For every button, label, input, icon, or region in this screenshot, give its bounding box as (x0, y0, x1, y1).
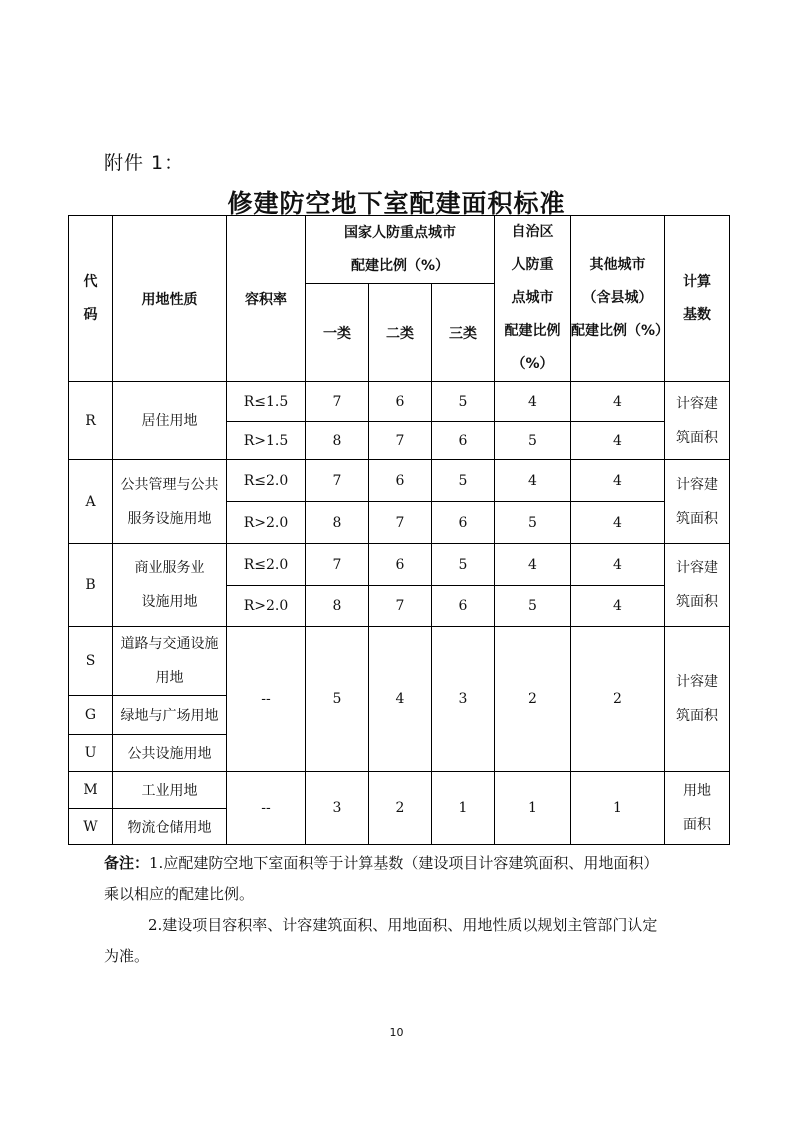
class2-cell: 6 (369, 382, 432, 422)
standards-table (68, 215, 730, 845)
notes-label: 备注： (104, 854, 150, 872)
note-1-cont: 乘以相应的配建比例。 (104, 885, 255, 903)
class3-cell: 6 (432, 502, 495, 544)
nature-cell: 物流仓储用地 (113, 809, 227, 845)
header-code: 代 码 (69, 216, 113, 382)
region-cell: 4 (495, 544, 571, 586)
base-cell: 用地 面积 (665, 772, 730, 845)
note-2: 2.建设项目容积率、计容建筑面积、用地面积、用地性质以规划主管部门认定 (148, 916, 658, 934)
region-cell: 2 (495, 627, 571, 772)
class3-cell: 6 (432, 422, 495, 460)
class1-cell: 3 (306, 772, 369, 845)
table-row (69, 627, 730, 696)
header-far: 容积率 (227, 216, 306, 382)
table-row (69, 460, 730, 502)
header-national-group: 国家人防重点城市 配建比例（%） (306, 216, 495, 284)
far-cell: R>2.0 (227, 502, 306, 544)
region-cell: 5 (495, 422, 571, 460)
class2-cell: 4 (369, 627, 432, 772)
class1-cell: 5 (306, 627, 369, 772)
code-cell: G (69, 696, 113, 735)
region-cell: 4 (495, 382, 571, 422)
region-cell: 1 (495, 772, 571, 845)
class2-cell: 6 (369, 460, 432, 502)
class3-cell: 5 (432, 382, 495, 422)
other-cell: 1 (571, 772, 665, 845)
other-cell: 4 (571, 586, 665, 627)
class3-cell: 5 (432, 460, 495, 502)
table-row (69, 772, 730, 809)
header-class2: 二类 (369, 284, 432, 382)
far-cell: R≤2.0 (227, 460, 306, 502)
nature-cell: 工业用地 (113, 772, 227, 809)
notes (104, 848, 724, 972)
attachment-label: 附件 1： (104, 152, 185, 174)
note-1: 1.应配建防空地下室面积等于计算基数（建设项目计容建筑面积、用地面积） (149, 854, 659, 872)
code-cell: B (69, 544, 113, 627)
header-region: 自治区 人防重 点城市 配建比例 （%） (495, 216, 571, 382)
class3-cell: 1 (432, 772, 495, 845)
base-cell: 计容建 筑面积 (665, 382, 730, 460)
far-cell: R>1.5 (227, 422, 306, 460)
nature-cell: 公共设施用地 (113, 735, 227, 772)
code-cell: S (69, 627, 113, 696)
other-cell: 4 (571, 544, 665, 586)
code-cell: M (69, 772, 113, 809)
note-2-cont: 为准。 (104, 947, 150, 965)
class3-cell: 5 (432, 544, 495, 586)
header-base: 计算 基数 (665, 216, 730, 382)
base-cell: 计容建 筑面积 (665, 460, 730, 544)
class1-cell: 7 (306, 544, 369, 586)
far-cell: R>2.0 (227, 586, 306, 627)
code-cell: A (69, 460, 113, 544)
page-number: 10 (389, 1026, 404, 1039)
region-cell: 5 (495, 586, 571, 627)
nature-cell: 商业服务业 设施用地 (113, 544, 227, 627)
class1-cell: 7 (306, 382, 369, 422)
class2-cell: 6 (369, 544, 432, 586)
header-land-nature: 用地性质 (113, 216, 227, 382)
nature-cell: 绿地与广场用地 (113, 696, 227, 735)
other-cell: 4 (571, 460, 665, 502)
far-cell: R≤1.5 (227, 382, 306, 422)
code-cell: W (69, 809, 113, 845)
class3-cell: 3 (432, 627, 495, 772)
class3-cell: 6 (432, 586, 495, 627)
nature-cell: 道路与交通设施 用地 (113, 627, 227, 696)
far-cell: R≤2.0 (227, 544, 306, 586)
class2-cell: 7 (369, 586, 432, 627)
other-cell: 4 (571, 422, 665, 460)
region-cell: 4 (495, 460, 571, 502)
region-cell: 5 (495, 502, 571, 544)
base-cell: 计容建 筑面积 (665, 544, 730, 627)
class1-cell: 8 (306, 502, 369, 544)
class1-cell: 8 (306, 586, 369, 627)
nature-cell: 公共管理与公共 服务设施用地 (113, 460, 227, 544)
class1-cell: 7 (306, 460, 369, 502)
class1-cell: 8 (306, 422, 369, 460)
nature-cell: 居住用地 (113, 382, 227, 460)
class2-cell: 7 (369, 502, 432, 544)
header-class1: 一类 (306, 284, 369, 382)
far-cell: -- (227, 627, 306, 772)
code-cell: U (69, 735, 113, 772)
class2-cell: 7 (369, 422, 432, 460)
other-cell: 2 (571, 627, 665, 772)
header-other: 其他城市 （含县城） 配建比例（%） (571, 216, 665, 382)
page-title: 修建防空地下室配建面积标准 (227, 189, 566, 218)
other-cell: 4 (571, 382, 665, 422)
far-cell: -- (227, 772, 306, 845)
header-class3: 三类 (432, 284, 495, 382)
code-cell: R (69, 382, 113, 460)
other-cell: 4 (571, 502, 665, 544)
class2-cell: 2 (369, 772, 432, 845)
base-cell: 计容建 筑面积 (665, 627, 730, 772)
table-row (69, 382, 730, 422)
table-row (69, 544, 730, 586)
